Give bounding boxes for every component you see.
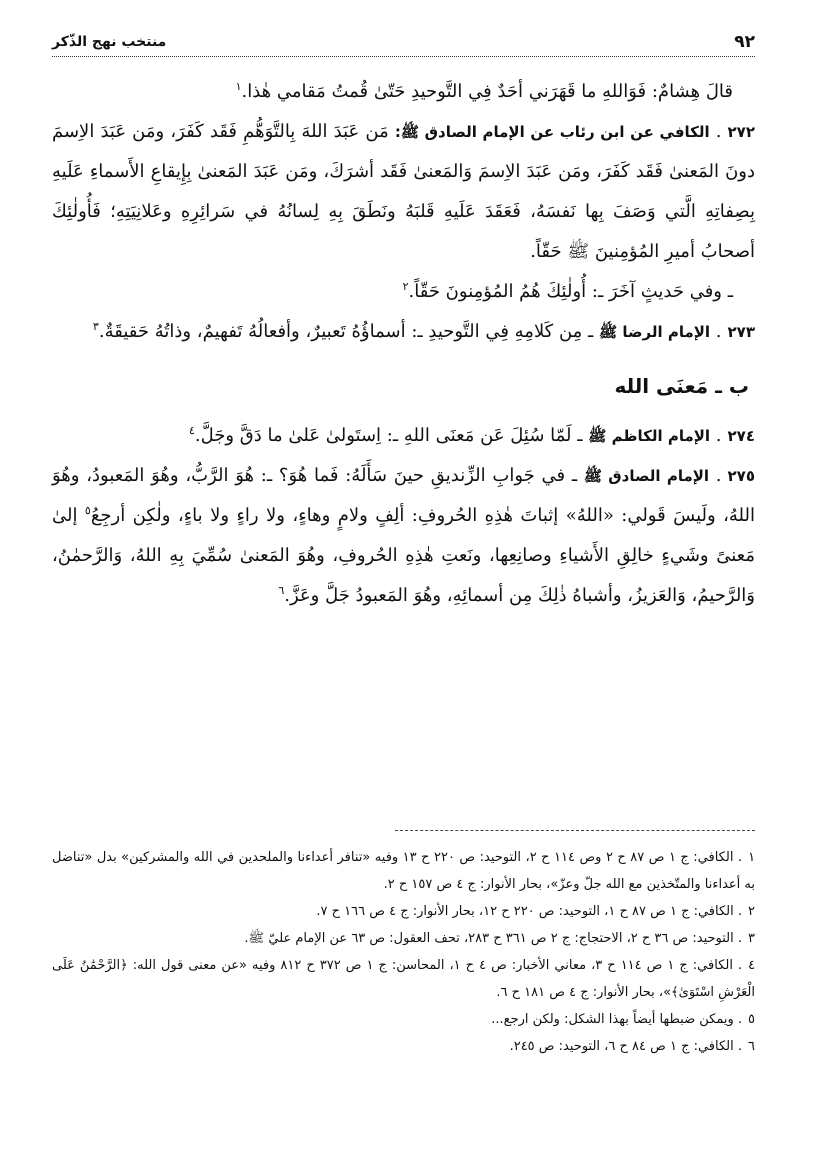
hadith-text: ـ مِن كَلامِهِ فِي التَّوحيدِ ـ: أسماؤُهُ تَعبيرٌ، وأفعالُهُ تَفهيمٌ، وذاتُهُ حَقيقَةٌ.	[98, 321, 594, 342]
footnote: ٥. ويمكن ضبطها أيضاً بهذا الشكل: ولكن ارجع...	[491, 1012, 755, 1027]
hadith-source: الكافي عن ابن رئاب عن الإمام الصادق ﷺ:	[394, 123, 710, 141]
hadith-number: ٢٧٣	[727, 323, 755, 341]
paragraph: ـ وفي حَديثٍ آخَرَ ـ: أُولٰئِكَ هُمُ المُؤمِنونَ حَقّاً.$^٢$	[402, 280, 733, 302]
footnote-ref: ٥	[84, 504, 91, 517]
hadith-source: الإمام الصادق ﷺ	[583, 467, 710, 485]
footnote-ref: ٦	[278, 584, 285, 597]
hadith-text: ـ لَمّا سُئِلَ عَن مَعنَى اللهِ ـ: اِستَولىٰ عَلىٰ ما دَقَّ وجَلَّ.	[194, 425, 583, 446]
footnotes	[52, 844, 755, 1060]
footnote-ref: ١	[235, 80, 242, 93]
hadith-source: الإمام الرضا ﷺ	[599, 323, 711, 341]
main-text	[52, 72, 755, 616]
footnote: ١. الكافي: ج ١ ص ٨٧ ح ٢ وص ١١٤ ح ٢، التوحيد: ص ٢٢٠ ح ١٣ وفيه «تنافر أعداءنا والملحدين في الله والمشركين» بدل «تناضل به أعداءنا والمتّخذين مع الله جلّ وعزّ»، بحار الأنوار: ج ٤ ص ١٥٧ ح ٢.	[52, 850, 756, 892]
hadith-source: الإمام الكاظم ﷺ	[588, 427, 711, 445]
hadith-275: ٢٧٥. الإمام الصادق ﷺ ـ في جَوابِ الزِّنديقِ حينَ سَأَلَهُ: فَما هُوَ؟ ـ: هُوَ الرَّبُّ، وهُوَ المَعبودُ، وهُوَ اللهُ، ولَيسَ قَولي: «اللهُ» إثباتَ هٰذِهِ الحُروفِ: ألِفٍ ولامٍ وهاءٍ، ولا راءٍ ولا باءٍ، ولٰكِن أرجِعُ$^٥$ إلىٰ مَعنىً وشَيءٍ خالِقِ الأَشياءِ وصانِعِها، ونَعتِ هٰذِهِ الحُروفِ، وهُوَ المَعنىٰ سُمِّيَ بِهِ اللهُ، وَالرَّحمٰنُ، وَالرَّحيمُ، وَالعَزيزُ، وأشباهُ ذٰلِكَ مِن أسمائِهِ، وهُوَ المَعبودُ جَلَّ وعَزَّ.$^٦$	[52, 465, 755, 606]
hadith-number: ٢٧٤	[727, 427, 755, 445]
hadith-number: ٢٧٥	[727, 467, 755, 485]
section-heading: ب ـ مَعنَى الله	[614, 374, 749, 398]
hadith-272: ٢٧٢. الكافي عن ابن رئاب عن الإمام الصادق ﷺ: مَن عَبَدَ اللهَ بِالتَّوَهُّمِ فَقَد كَفَرَ، ومَن عَبَدَ الاِسمَ دونَ المَعنىٰ فَقَد كَفَرَ، ومَن عَبَدَ الاِسمَ وَالمَعنىٰ فَقَد أشرَكَ، ومَن عَبَدَ المَعنىٰ بِإِيقاعِ الأَسماءِ عَلَيهِ بِصِفاتِهِ الَّتي وَصَفَ بِها نَفسَهُ، فَعَقَدَ عَلَيهِ قَلبَهُ ونَطَقَ بِهِ لِسانُهُ في سَرائِرِهِ وعَلانِيَتِهِ؛ فَأُولٰئِكَ أصحابُ أميرِ المُؤمِنينَ ﷺ حَقّاً.	[52, 121, 755, 262]
hadith-text: إلىٰ مَعنىً وشَيءٍ خالِقِ الأَشياءِ وصانِعِها، ونَعتِ هٰذِهِ الحُروفِ، وهُوَ المَعنىٰ سُمِّيَ بِهِ اللهُ، وَالرَّحمٰنُ، وَالرَّحيمُ، وَالعَزيزُ، وأشباهُ ذٰلِكَ مِن أسمائِهِ، وهُوَ المَعبودُ جَلَّ وعَزَّ.	[52, 505, 755, 606]
footnote: ٦. الكافي: ج ١ ص ٨٤ ح ٦، التوحيد: ص ٢٤٥.	[509, 1039, 755, 1054]
footnote: ٤. الكافي: ج ١ ص ١١٤ ح ٣، معاني الأخبار: ص ٤ ح ١، المحاسن: ج ١ ص ٣٧٢ ح ٨١٢ وفيه «عن معنى قول الله: ﴿الرَّحْمَٰنُ عَلَى الْعَرْشِ اسْتَوَىٰ﴾»، بحار الأنوار: ج ٤ ص ١٨١ ح ٦.	[52, 958, 756, 1000]
footnote: ٢. الكافي: ج ١ ص ٨٧ ح ١، التوحيد: ص ٢٢٠ ح ١٢، بحار الأنوار: ج ٤ ص ١٦٦ ح ٧.	[316, 904, 755, 919]
hadith-number: ٢٧٢	[727, 123, 755, 141]
footnote: ٣. التوحيد: ص ٣٦ ح ٢، الاحتجاج: ج ٢ ص ٣٦١ ح ٢٨٣، تحف العقول: ص ٦٣ عن الإمام عليّ ﷺ.	[244, 931, 755, 946]
page-number: ٩٢	[734, 32, 755, 52]
page-header	[52, 30, 755, 57]
hadith-text: مَن عَبَدَ اللهَ بِالتَّوَهُّمِ فَقَد كَفَرَ، ومَن عَبَدَ الاِسمَ دونَ المَعنىٰ فَقَد كَفَرَ، ومَن عَبَدَ الاِسمَ وَالمَعنىٰ فَقَد أشرَكَ، ومَن عَبَدَ المَعنىٰ بِإِيقاعِ الأَسماءِ عَلَيهِ بِصِفاتِهِ الَّتي وَصَفَ بِها نَفسَهُ، فَعَقَدَ عَلَيهِ قَلبَهُ ونَطَقَ بِهِ لِسانُهُ في سَرائِرِهِ وعَلانِيَتِهِ؛ فَأُولٰئِكَ أصحابُ أميرِ المُؤمِنينَ ﷺ حَقّاً.	[52, 121, 755, 262]
hadith-text: ـ في جَوابِ الزِّنديقِ حينَ سَأَلَهُ: فَما هُوَ؟ ـ: هُوَ الرَّبُّ، وهُوَ المَعبودُ، وهُوَ اللهُ، ولَيسَ قَولي: «اللهُ» إثباتَ هٰذِهِ الحُروفِ: ألِفٍ ولامٍ وهاءٍ، ولا راءٍ ولا باءٍ، ولٰكِن أرجِعُ	[52, 465, 755, 526]
footnote-ref: ٣	[92, 320, 99, 333]
paragraph: قالَ هِشامٌ: فَوَاللهِ ما قَهَرَني أحَدٌ فِي التَّوحيدِ حَتّىٰ قُمتُ مَقامي هٰذا.$^١$	[235, 80, 733, 102]
hadith-273: ٢٧٣. الإمام الرضا ﷺ ـ مِن كَلامِهِ فِي التَّوحيدِ ـ: أسماؤُهُ تَعبيرٌ، وأفعالُهُ تَفهيمٌ، وذاتُهُ حَقيقَةٌ.$^٣$	[92, 320, 755, 342]
footnote-divider	[395, 830, 755, 831]
footnote-ref: ٢	[402, 280, 409, 293]
running-title: منتخب نهج الذّكر	[52, 34, 167, 50]
footnote-ref: ٤	[188, 424, 195, 437]
hadith-274: ٢٧٤. الإمام الكاظم ﷺ ـ لَمّا سُئِلَ عَن مَعنَى اللهِ ـ: اِستَولىٰ عَلىٰ ما دَقَّ وجَلَّ.$^٤$	[188, 424, 755, 446]
